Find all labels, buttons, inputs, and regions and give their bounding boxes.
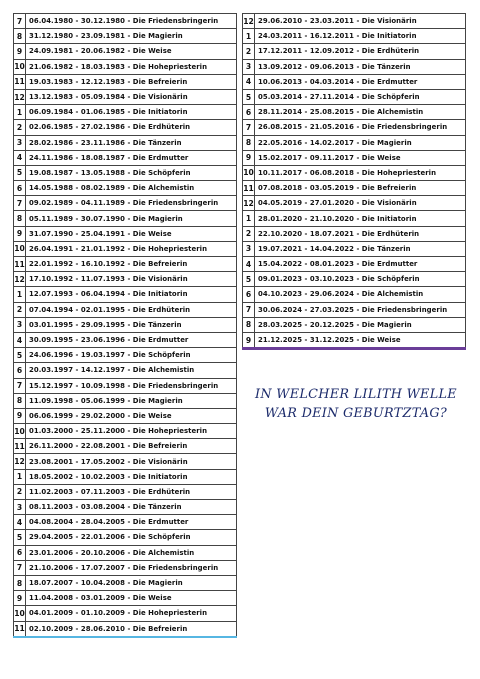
wave-number: 12 [243,14,255,28]
wave-dates-and-name: 21.10.2006 - 17.07.2007 - Die Friedensbringerin [29,563,219,572]
wave-number: 8 [243,136,255,150]
wave-number: 3 [14,318,26,332]
wave-number: 5 [243,90,255,104]
wave-number: 1 [14,470,26,484]
wave-dates-and-name: 06.06.1999 - 29.02.2000 - Die Weise [29,411,172,420]
wave-dates-and-name: 12.07.1993 - 06.04.1994 - Die Initiatorin [29,290,188,299]
wave-row [13,621,237,636]
wave-number: 3 [14,500,26,514]
wave-number: 4 [243,75,255,89]
wave-row [242,271,466,286]
wave-dates-and-name: 24.03.2011 - 16.12.2011 - Die Initiatorin [258,32,417,41]
wave-row [242,13,466,28]
wave-number: 2 [14,485,26,499]
wave-number: 4 [14,515,26,529]
wave-row [13,605,237,620]
wave-dates-and-name: 18.07.2007 - 10.04.2008 - Die Magierin [29,579,183,588]
wave-dates-and-name: 14.05.1988 - 08.02.1989 - Die Alchemistin [29,184,195,193]
wave-row [13,226,237,241]
wave-row [13,59,237,74]
wave-row [13,180,237,195]
wave-row [242,195,466,210]
wave-row [13,332,237,347]
wave-row [13,104,237,119]
wave-dates-and-name: 11.09.1998 - 05.06.1999 - Die Magierin [29,396,183,405]
wave-number: 6 [14,363,26,377]
wave-row [242,89,466,104]
wave-dates-and-name: 28.02.1986 - 23.11.1986 - Die Tänzerin [29,138,182,147]
wave-number: 9 [14,409,26,423]
wave-row [13,135,237,150]
wave-dates-and-name: 23.01.2006 - 20.10.2006 - Die Alchemistin [29,548,195,557]
wave-number: 11 [14,75,26,89]
wave-row [13,13,237,28]
wave-dates-and-name: 01.03.2000 - 25.11.2000 - Die Hohepriesterin [29,427,208,436]
wave-row [13,271,237,286]
wave-number: 10 [14,60,26,74]
wave-row [13,74,237,89]
wave-number: 9 [14,44,26,58]
wave-row [13,484,237,499]
wave-row [13,89,237,104]
wave-dates-and-name: 06.09.1984 - 01.06.1985 - Die Initiatorin [29,108,188,117]
wave-dates-and-name: 15.04.2022 - 08.01.2023 - Die Erdmutter [258,260,418,269]
wave-dates-and-name: 17.10.1992 - 11.07.1993 - Die Visionärin [29,275,188,284]
wave-number: 3 [14,136,26,150]
wave-number: 6 [14,546,26,560]
wave-row [13,317,237,332]
wave-row [242,59,466,74]
wave-dates-and-name: 26.11.2000 - 22.08.2001 - Die Befreierin [29,442,188,451]
headline-line-1: IN WELCHER LILITH WELLE [255,387,457,402]
wave-dates-and-name: 29.04.2005 - 22.01.2006 - Die Schöpferin [29,533,191,542]
wave-dates-and-name: 23.08.2001 - 17.05.2002 - Die Visionärin [29,457,188,466]
wave-number: 12 [243,196,255,210]
wave-dates-and-name: 31.12.1980 - 23.09.1981 - Die Magierin [29,32,183,41]
wave-dates-and-name: 09.02.1989 - 04.11.1989 - Die Friedensbringerin [29,199,219,208]
lilith-wave-list-left [13,13,237,639]
wave-row [13,575,237,590]
wave-color-stripe [13,636,237,639]
wave-dates-and-name: 03.01.1995 - 29.09.1995 - Die Tänzerin [29,320,182,329]
wave-number: 5 [243,272,255,286]
wave-row [13,43,237,58]
wave-number: 1 [243,211,255,225]
wave-row [13,423,237,438]
wave-row [13,408,237,423]
wave-dates-and-name: 10.11.2017 - 06.08.2018 - Die Hohepriesterin [258,168,437,177]
wave-dates-and-name: 13.12.1983 - 05.09.1984 - Die Visionärin [29,93,188,102]
wave-row [13,286,237,301]
wave-number: 6 [243,105,255,119]
wave-dates-and-name: 11.02.2003 - 07.11.2003 - Die Erdhüterin [29,487,191,496]
wave-number: 11 [14,439,26,453]
wave-dates-and-name: 31.07.1990 - 25.04.1991 - Die Weise [29,229,172,238]
headline-line-2: WAR DEIN GEBURTZTAG? [264,406,448,421]
wave-row [242,43,466,58]
wave-number: 3 [243,242,255,256]
wave-number: 2 [14,120,26,134]
wave-row [242,332,466,347]
wave-row [242,104,466,119]
wave-number: 9 [14,227,26,241]
wave-number: 7 [14,561,26,575]
wave-number: 3 [243,60,255,74]
wave-number: 2 [243,44,255,58]
wave-dates-and-name: 24.11.1986 - 18.08.1987 - Die Erdmutter [29,153,189,162]
wave-row [242,241,466,256]
wave-number: 4 [243,257,255,271]
wave-dates-and-name: 02.06.1985 - 27.02.1986 - Die Erdhüterin [29,123,191,132]
wave-dates-and-name: 05.03.2014 - 27.11.2014 - Die Schöpferin [258,93,420,102]
wave-dates-and-name: 15.02.2017 - 09.11.2017 - Die Weise [258,153,401,162]
wave-dates-and-name: 29.06.2010 - 23.03.2011 - Die Visionärin [258,17,417,26]
wave-row [13,362,237,377]
wave-dates-and-name: 30.06.2024 - 27.03.2025 - Die Friedensbringerin [258,305,448,314]
wave-row [13,378,237,393]
wave-row [13,210,237,225]
wave-dates-and-name: 21.06.1982 - 18.03.1983 - Die Hohepriesterin [29,62,208,71]
wave-row [13,514,237,529]
wave-row [13,119,237,134]
wave-dates-and-name: 04.01.2009 - 01.10.2009 - Die Hohepriesterin [29,609,208,618]
wave-row [13,499,237,514]
wave-row [13,438,237,453]
wave-dates-and-name: 22.05.2016 - 14.02.2017 - Die Magierin [258,138,412,147]
wave-dates-and-name: 26.08.2015 - 21.05.2016 - Die Friedensbringerin [258,123,448,132]
wave-dates-and-name: 19.03.1983 - 12.12.1983 - Die Befreierin [29,77,188,86]
wave-row [242,119,466,134]
wave-number: 8 [243,318,255,332]
wave-dates-and-name: 15.12.1997 - 10.09.1998 - Die Friedensbringerin [29,381,219,390]
wave-dates-and-name: 07.08.2018 - 03.05.2019 - Die Befreierin [258,184,417,193]
wave-number: 11 [14,257,26,271]
wave-dates-and-name: 04.10.2023 - 29.06.2024 - Die Alchemistin [258,290,424,299]
wave-row [242,256,466,271]
wave-row [242,74,466,89]
wave-number: 12 [14,454,26,468]
wave-row [13,545,237,560]
wave-color-stripe [242,347,466,350]
wave-dates-and-name: 28.11.2014 - 25.08.2015 - Die Alchemistin [258,108,424,117]
wave-dates-and-name: 19.07.2021 - 14.04.2022 - Die Tänzerin [258,244,411,253]
wave-number: 1 [243,29,255,43]
wave-dates-and-name: 10.06.2013 - 04.03.2014 - Die Erdmutter [258,77,418,86]
wave-number: 2 [243,227,255,241]
wave-dates-and-name: 18.05.2002 - 10.02.2003 - Die Initiatorin [29,472,188,481]
wave-row [13,347,237,362]
wave-dates-and-name: 21.12.2025 - 31.12.2025 - Die Weise [258,336,401,345]
wave-number: 5 [14,166,26,180]
wave-dates-and-name: 24.06.1996 - 19.03.1997 - Die Schöpferin [29,351,191,360]
wave-number: 11 [243,181,255,195]
wave-number: 5 [14,348,26,362]
wave-number: 2 [14,303,26,317]
wave-number: 1 [14,287,26,301]
wave-dates-and-name: 22.10.2020 - 18.07.2021 - Die Erdhüterin [258,229,420,238]
wave-row [13,150,237,165]
wave-dates-and-name: 19.08.1987 - 13.05.1988 - Die Schöpferin [29,168,191,177]
wave-number: 6 [243,287,255,301]
wave-row [13,453,237,468]
wave-dates-and-name: 04.08.2004 - 28.04.2005 - Die Erdmutter [29,518,189,527]
wave-number: 9 [243,333,255,347]
wave-dates-and-name: 05.11.1989 - 30.07.1990 - Die Magierin [29,214,183,223]
wave-number: 8 [14,211,26,225]
wave-number: 10 [14,424,26,438]
wave-number: 9 [243,151,255,165]
wave-row [242,150,466,165]
wave-number: 11 [14,622,26,636]
wave-dates-and-name: 06.04.1980 - 30.12.1980 - Die Friedensbringerin [29,17,219,26]
wave-dates-and-name: 08.11.2003 - 03.08.2004 - Die Tänzerin [29,503,182,512]
wave-dates-and-name: 09.01.2023 - 03.10.2023 - Die Schöpferin [258,275,420,284]
wave-row [242,317,466,332]
wave-number: 8 [14,576,26,590]
wave-number: 7 [243,303,255,317]
wave-number: 4 [14,151,26,165]
wave-dates-and-name: 30.09.1995 - 23.06.1996 - Die Erdmutter [29,336,189,345]
wave-row [13,302,237,317]
wave-row [242,165,466,180]
wave-dates-and-name: 17.12.2011 - 12.09.2012 - Die Erdhüterin [258,47,420,56]
wave-dates-and-name: 22.01.1992 - 16.10.1992 - Die Befreierin [29,260,188,269]
wave-dates-and-name: 28.01.2020 - 21.10.2020 - Die Initiatorin [258,214,417,223]
wave-number: 1 [14,105,26,119]
wave-dates-and-name: 13.09.2012 - 09.06.2013 - Die Tänzerin [258,62,411,71]
wave-row [13,529,237,544]
wave-number: 10 [14,242,26,256]
wave-row [13,469,237,484]
wave-dates-and-name: 24.09.1981 - 20.06.1982 - Die Weise [29,47,172,56]
wave-row [13,256,237,271]
wave-row [242,226,466,241]
wave-dates-and-name: 11.04.2008 - 03.01.2009 - Die Weise [29,594,172,603]
wave-number: 9 [14,591,26,605]
wave-row [13,560,237,575]
wave-number: 8 [14,29,26,43]
wave-dates-and-name: 02.10.2009 - 28.06.2010 - Die Befreierin [29,624,188,633]
wave-number: 7 [243,120,255,134]
wave-number: 10 [14,606,26,620]
wave-row [242,210,466,225]
wave-number: 4 [14,333,26,347]
wave-row [242,286,466,301]
wave-number: 10 [243,166,255,180]
wave-number: 7 [14,379,26,393]
lilith-wave-list-right [242,13,466,350]
wave-row [13,195,237,210]
wave-number: 8 [14,394,26,408]
wave-number: 7 [14,14,26,28]
wave-row [242,180,466,195]
wave-row [242,302,466,317]
wave-row [13,241,237,256]
wave-dates-and-name: 04.05.2019 - 27.01.2020 - Die Visionärin [258,199,417,208]
wave-dates-and-name: 26.04.1991 - 21.01.1992 - Die Hohepriesterin [29,244,208,253]
headline [244,385,468,423]
wave-number: 6 [14,181,26,195]
wave-number: 7 [14,196,26,210]
wave-row [13,165,237,180]
wave-dates-and-name: 07.04.1994 - 02.01.1995 - Die Erdhüterin [29,305,191,314]
wave-row [13,590,237,605]
wave-row [13,28,237,43]
wave-row [242,135,466,150]
wave-row [242,28,466,43]
wave-number: 12 [14,272,26,286]
wave-dates-and-name: 20.03.1997 - 14.12.1997 - Die Alchemistin [29,366,195,375]
wave-number: 12 [14,90,26,104]
wave-number: 5 [14,530,26,544]
wave-row [13,393,237,408]
wave-dates-and-name: 28.03.2025 - 20.12.2025 - Die Magierin [258,320,412,329]
